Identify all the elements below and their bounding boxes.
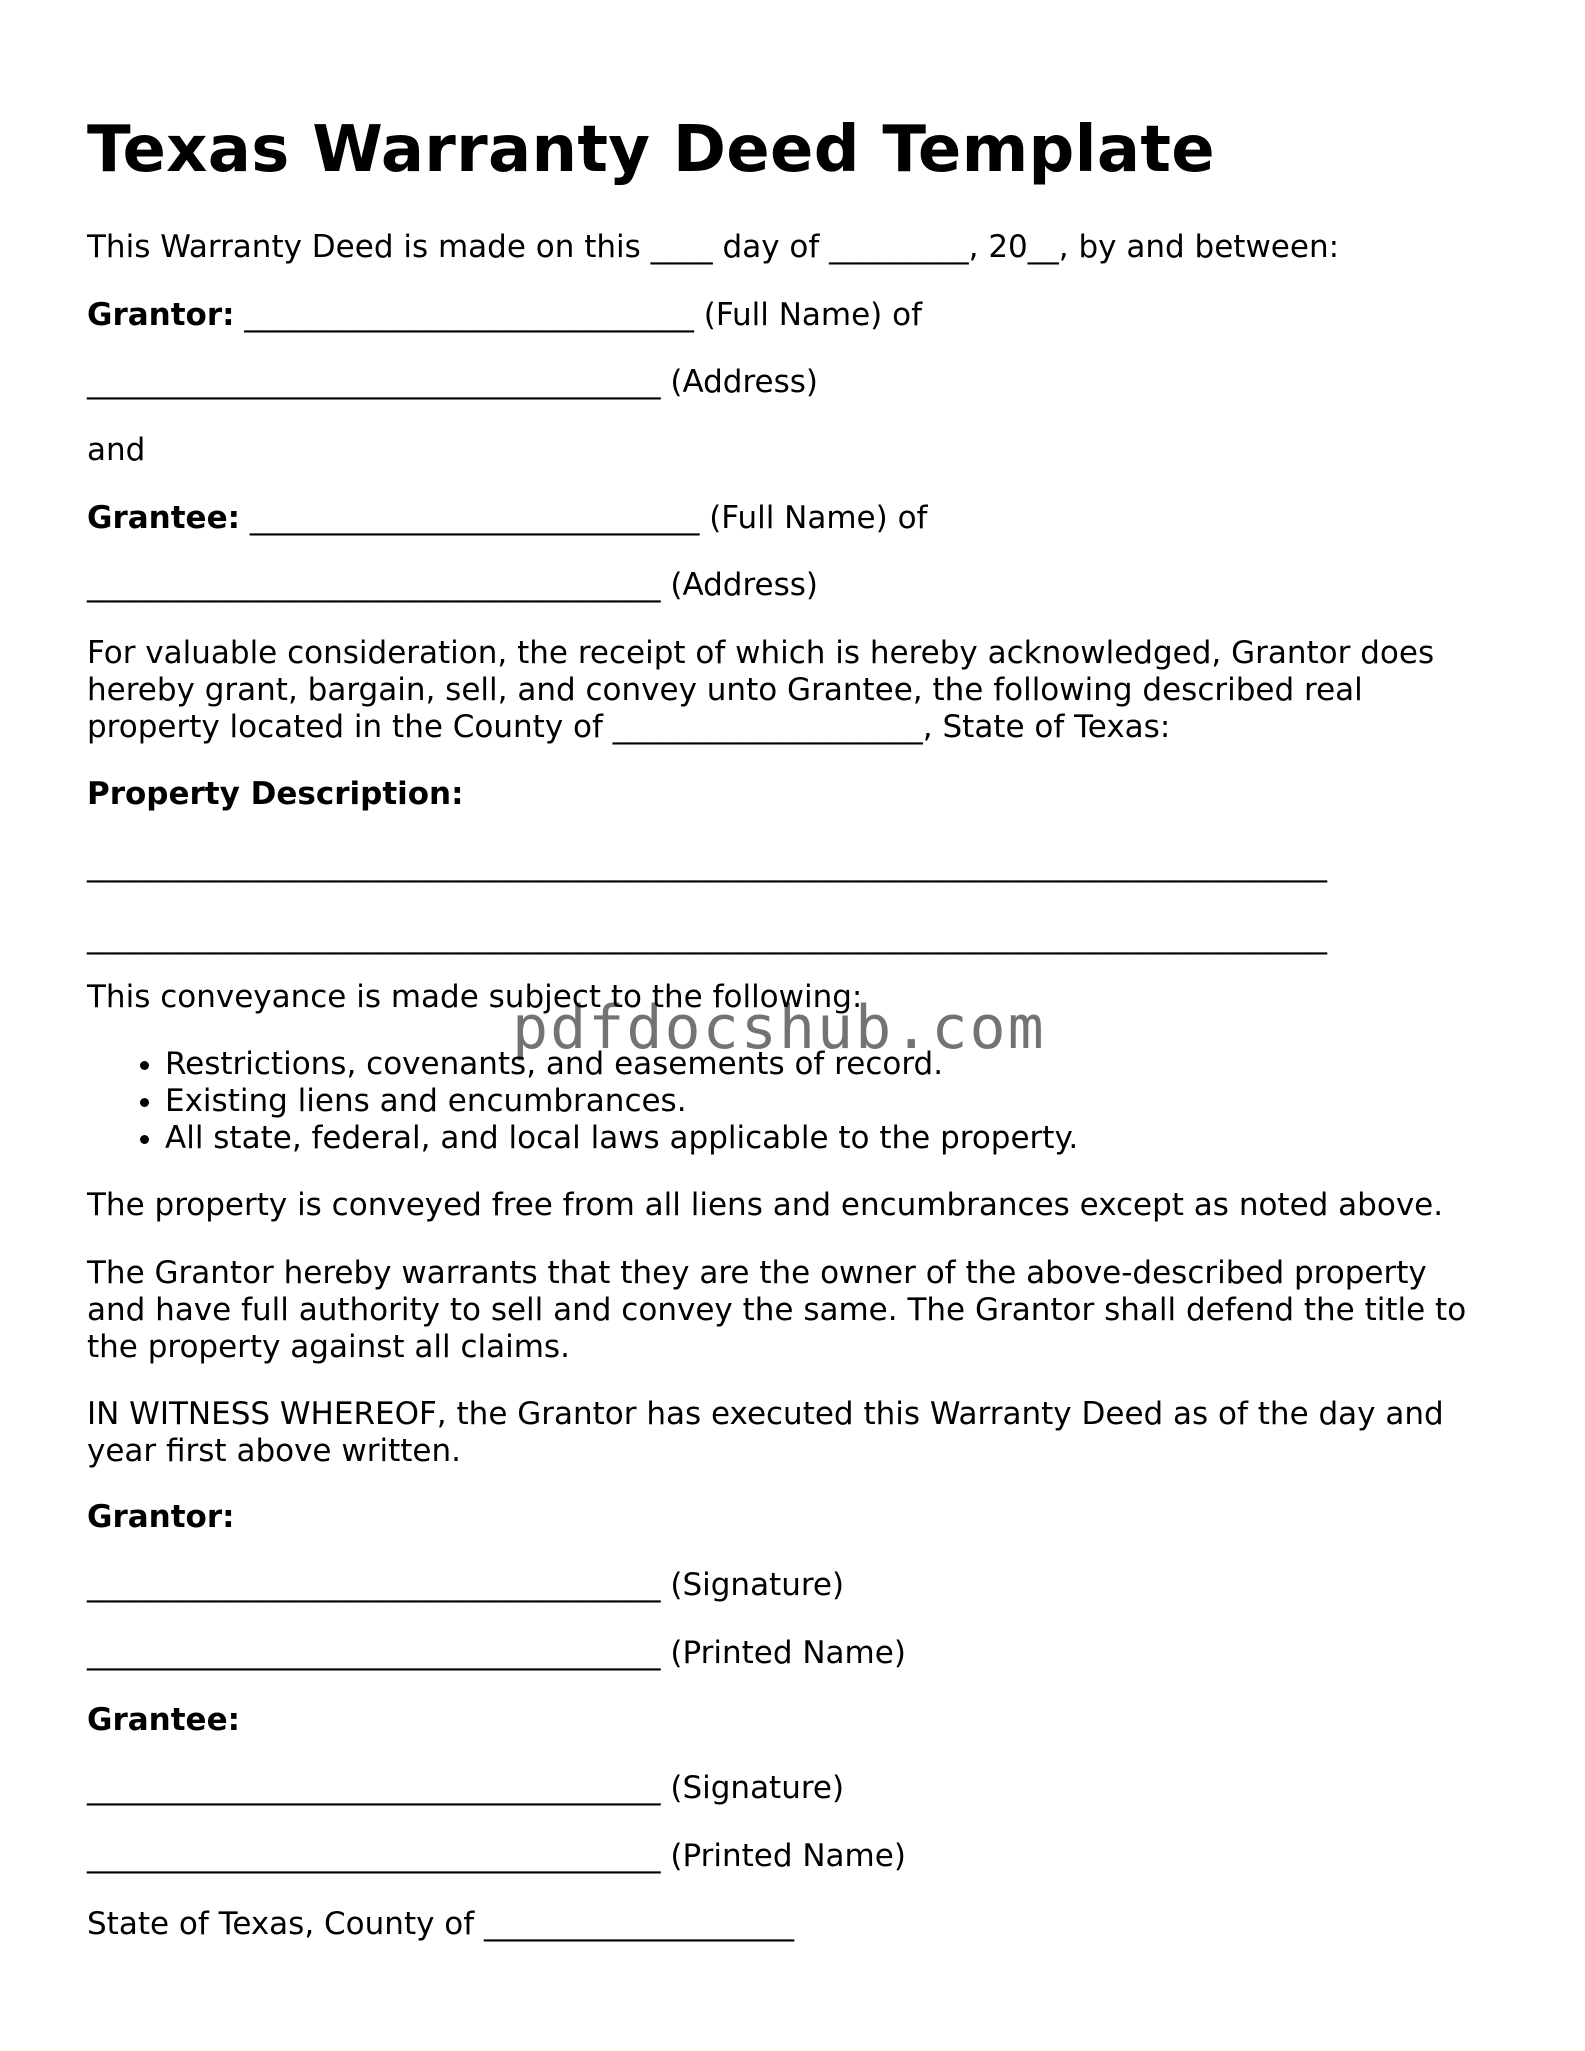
warranty-line: and have full authority to sell and convey the same. The Grantor shall defend the title to [87, 1292, 1467, 1328]
consideration-paragraph [87, 635, 1487, 746]
description-blank-line: ________________________________________________________________________________ [87, 919, 1327, 955]
grantor-printed-name-line: _____________________________________ (Printed Name) [87, 1635, 906, 1671]
grantee-signature-line: _____________________________________ (Signature) [87, 1770, 845, 1806]
watermark: pdfdocshub.com [512, 993, 1046, 1063]
and-text: and [87, 432, 146, 468]
consideration-line: hereby grant, bargain, sell, and convey unto Grantee, the following described real [87, 672, 1363, 708]
subject-intro: This conveyance is made subject to the following: [87, 979, 863, 1015]
intro-line: This Warranty Deed is made on this ____ day of _________, 20__, by and between: [87, 229, 1340, 265]
description-blank-line: ________________________________________________________________________________ [87, 847, 1327, 883]
list-item: • Restrictions, covenants, and easements of record. [165, 1046, 1078, 1083]
signature-grantor-heading: Grantor: [87, 1499, 235, 1535]
grantee-printed-name-line: _____________________________________ (Printed Name) [87, 1838, 906, 1874]
property-description-heading: Property Description: [87, 776, 464, 812]
signature-grantee-heading: Grantee: [87, 1702, 240, 1738]
grantor-label: Grantor: [87, 297, 235, 333]
witness-paragraph [87, 1396, 1487, 1470]
document-title: Texas Warranty Deed Template [87, 113, 1215, 187]
list-item: • Existing liens and encumbrances. [165, 1083, 1078, 1120]
witness-line: IN WITNESS WHEREOF, the Grantor has executed this Warranty Deed as of the day and [87, 1396, 1444, 1432]
list-item: • All state, federal, and local laws applicable to the property. [165, 1120, 1078, 1157]
witness-line: year first above written. [87, 1433, 461, 1469]
grantor-name-line [87, 297, 922, 334]
consideration-line: For valuable consideration, the receipt of which is hereby acknowledged, Grantor does [87, 635, 1435, 671]
grantor-signature-line: _____________________________________ (Signature) [87, 1567, 845, 1603]
warranty-line: the property against all claims. [87, 1329, 570, 1365]
state-county-line: State of Texas, County of ____________________ [87, 1906, 795, 1942]
grantor-address-line: _____________________________________ (Address) [87, 364, 818, 400]
grantee-name-line [87, 500, 927, 537]
grantor-name-blank: _____________________________ (Full Name) of [234, 297, 922, 333]
grantee-address-line: _____________________________________ (Address) [87, 567, 818, 603]
free-from-liens-text: The property is conveyed free from all liens and encumbrances except as noted above. [87, 1187, 1444, 1223]
consideration-line: property located in the County of ____________________, State of Texas: [87, 709, 1171, 745]
warranty-line: The Grantor hereby warrants that they are the owner of the above-described property [87, 1255, 1427, 1291]
warranty-paragraph [87, 1255, 1487, 1366]
grantee-label: Grantee: [87, 500, 240, 536]
grantee-name-blank: _____________________________ (Full Name) of [240, 500, 928, 536]
